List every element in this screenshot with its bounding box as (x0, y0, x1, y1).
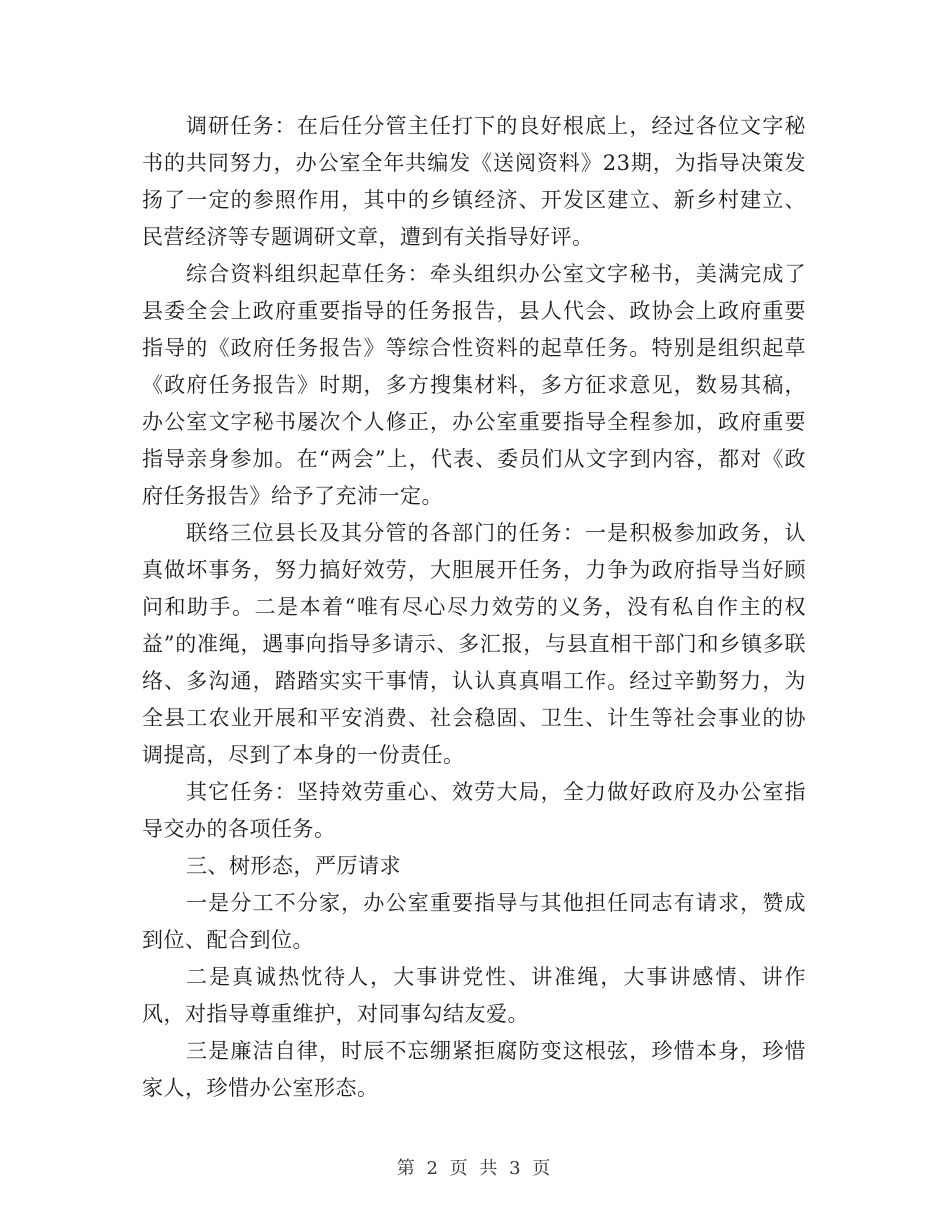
paragraph-drafting-task: 综合资料组织起草任务：牵头组织办公室文字秘书，美满完成了县委全会上政府重要指导的任务报告，县人代会、政协会上政府重要指导的《政府任务报告》等综合性资料的起草任务。特别是组织起草《政府任务报告》时期，多方搜集材料，多方征求意见，数易其稿，办公室文字秘书屡次个人修正，办公室重要指导全程参加，政府重要指导亲身参加。在“两会”上，代表、委员们从文字到内容，都对《政府任务报告》给予了充沛一定。 (142, 262, 806, 508)
paragraph-liaison-task: 联络三位县长及其分管的各部门的任务：一是积极参加政务，认真做坏事务，努力搞好效劳，大胆展开任务，力争为政府指导当好顾问和助手。二是本着“唯有尽心尽力效劳的义务，没有私自作主的权益”的准绳，遇事向指导多请示、多汇报，与县直相干部门和乡镇多联络、多沟通，踏踏实实干事情，认认真真唱工作。经过辛勤努力，为全县工农业开展和平安消费、社会稳固、卫生、计生等社会事业的协调提高，尽到了本身的一份责任。 (142, 521, 806, 767)
paragraph-point-1: 一是分工不分家，办公室重要指导与其他担任同志有请求，赞成到位、配合到位。 (142, 891, 806, 952)
paragraph-point-2: 二是真诚热忱待人，大事讲党性、讲准绳，大事讲感情、讲作风，对指导尊重维护，对同事勾结友爱。 (142, 965, 806, 1026)
section-heading-3: 三、树形态，严厉请求 (186, 854, 401, 878)
paragraph-point-3: 三是廉洁自律，时辰不忘绷紧拒腐防变这根弦，珍惜本身，珍惜家人，珍惜办公室形态。 (142, 1039, 806, 1100)
paragraph-research-task: 调研任务：在后任分管主任打下的良好根底上，经过各位文字秘书的共同努力，办公室全年共编发《送阅资料》23期，为指导决策发扬了一定的参照作用，其中的乡镇经济、开发区建立、新乡村建立、民营经济等专题调研文章，遭到有关指导好评。 (142, 114, 806, 249)
page-number-footer: 第 2 页 共 3 页 (396, 1158, 554, 1179)
document-body (142, 108, 806, 1107)
paragraph-other-tasks: 其它任务：坚持效劳重心、效劳大局，全力做好政府及办公室指导交办的各项任务。 (142, 780, 806, 841)
